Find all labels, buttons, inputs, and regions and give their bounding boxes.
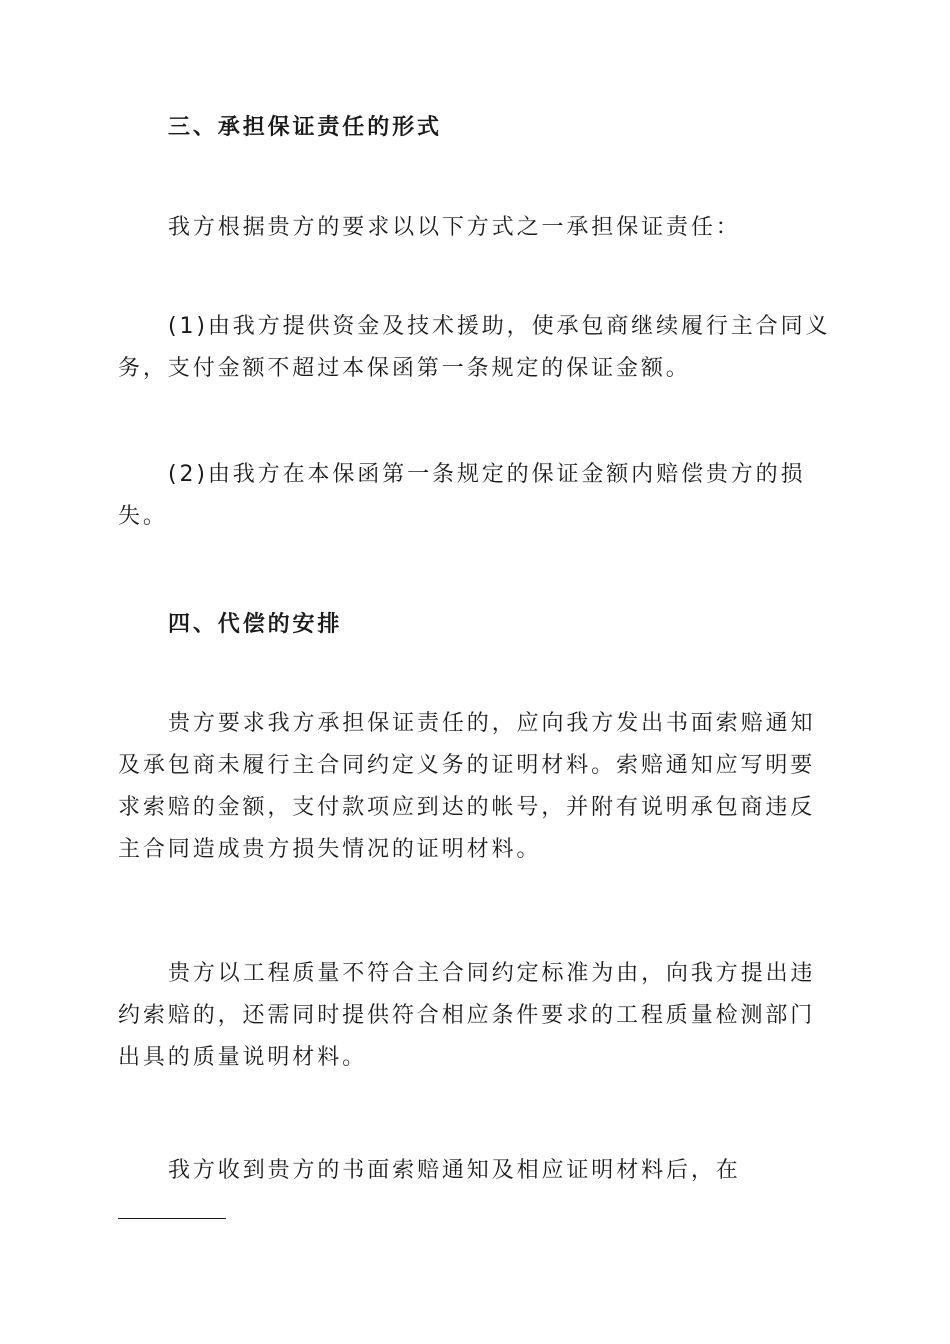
paragraph-method-1: (1)由我方提供资金及技术援助，使承包商继续履行主合同义务，支付金额不超过本保函第一条规定的保证金额。 — [118, 314, 831, 381]
section-heading-3: 三、承担保证责任的形式 — [168, 115, 442, 140]
section-heading-4: 四、代偿的安排 — [168, 612, 343, 637]
paragraph-claim-notice: 贵方要求我方承担保证责任的，应向我方发出书面索赔通知及承包商未履行主合同约定义务的证明材料。索赔通知应写明要求索赔的金额，支付款项应到达的帐号，并附有说明承包商违反主合同造成贵方损失情况的证明材料。 — [118, 711, 816, 862]
fill-in-blank[interactable] — [118, 1196, 226, 1219]
paragraph-quality-claim: 贵方以工程质量不符合主合同约定标准为由，向我方提出违约索赔的，还需同时提供符合相应条件要求的工程质量检测部门出具的质量说明材料。 — [118, 961, 816, 1070]
paragraph-method-2: (2)由我方在本保函第一条规定的保证金额内赔偿贵方的损失。 — [118, 462, 806, 529]
paragraph-guarantee-methods-intro: 我方根据贵方的要求以以下方式之一承担保证责任： — [168, 215, 741, 240]
paragraph-receipt-text: 我方收到贵方的书面索赔通知及相应证明材料后，在 — [168, 1158, 741, 1183]
paragraph-receipt-of-claim — [118, 1150, 834, 1234]
